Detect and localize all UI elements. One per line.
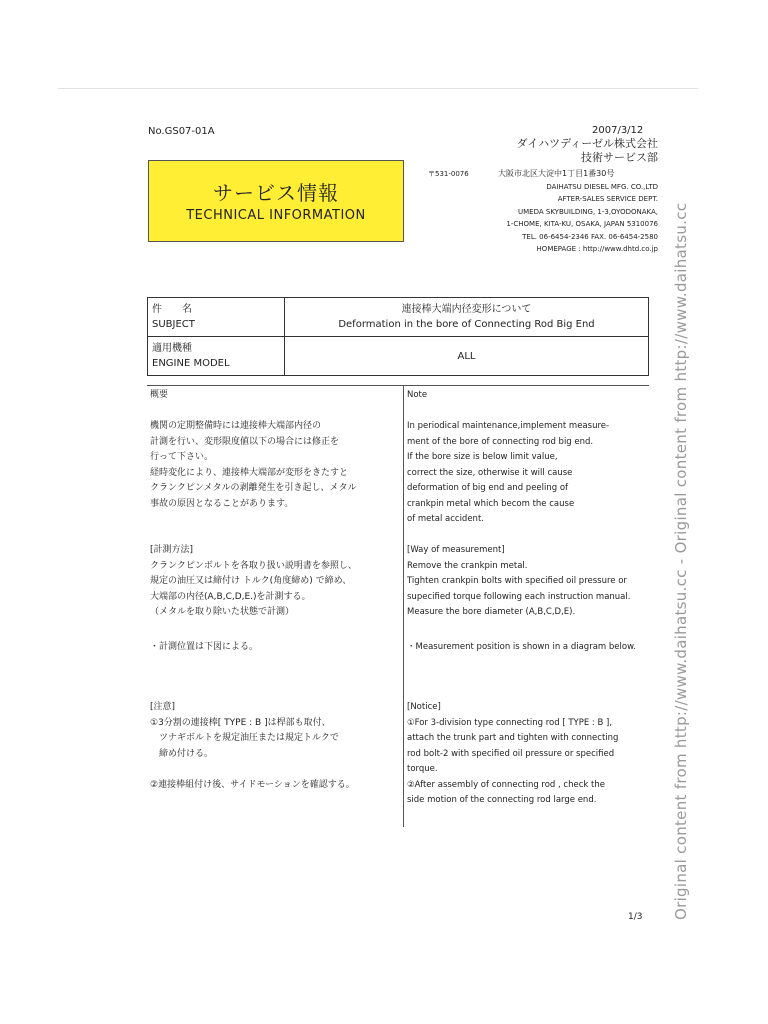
engine-model-row [148,337,649,376]
jp-measurement [150,543,400,621]
jp-overview-line: 計測を行い、変形限度値以下の場合には修正を [150,436,340,447]
en-measure-line: supecified torque following each instruction manual. [407,591,631,602]
en-notice-line: ②After assembly of connecting rod , check the [407,779,605,790]
en-notice-line: ①For 3-division type connecting rod [ TYPE : B ], [407,717,613,728]
engine-model-label-jp: 適用機種 [152,343,192,354]
en-overview-line: correct the size, otherwise it will cause [407,467,573,478]
en-heading: Note [407,390,428,400]
title-en: TECHNICAL INFORMATION [186,208,366,223]
jp-notice-line [150,762,400,778]
column-divider [403,385,404,827]
subject-label-en: SUBJECT [152,319,195,330]
en-notice-line: [Notice] [407,702,441,712]
subject-value [285,298,649,337]
watermark-text: Original content from http://www.daihatsu.cc - Original content from http://www.daihatsu.cc [672,202,690,920]
engine-model-label [148,337,285,376]
subject-jp: 連接棒大端内径変形について [401,304,532,315]
jp-measure-line: 規定の油圧又は締付け トルク(角度締め) で締め、 [150,576,352,586]
engine-model-value: ALL [285,337,649,376]
subject-label [148,298,285,337]
jp-notice-line: ツナギボルトを規定油圧または規定トルクで [150,733,339,743]
en-overview-line: deformation of big end and peeling of [407,483,569,493]
jp-overview [150,419,400,512]
jp-notice-line: 締め付ける。 [150,748,214,759]
en-measure-line: Measure the bore diameter (A,B,C,D,E). [407,607,576,617]
en-overview [407,419,652,528]
en-measurement [407,543,652,621]
document-number: No.GS07-01A [148,126,215,137]
subject-en: Deformation in the bore of Connecting Rod Big End [338,319,595,330]
en-notice [407,700,652,809]
jp-heading: 概要 [150,390,169,400]
subject-label-jp: 件 名 [152,304,192,315]
en-overview-line: of metal accident. [407,514,484,524]
en-overview-line: If the bore size is below limit value, [407,452,558,462]
page-number: 1/3 [628,912,643,922]
en-measure-line: Remove the crankpin metal. [407,560,528,571]
tel-fax: TEL. 06-6454-2346 FAX. 06-6454-2580 [522,232,658,241]
jp-measure-line: [計測方法] [150,545,194,555]
en-overview-line: In periodical maintenance,implement measure- [407,421,610,431]
technical-information-box [148,160,404,242]
en-notice-line: attach the trunk part and tighten with connecting [407,733,619,743]
address-block [428,168,658,256]
company-block [517,137,658,165]
jp-overview-line: クランクピンメタルの剥離発生を引き起し、メタル [150,483,357,493]
jp-notice [150,700,400,793]
en-notice-line: rod bolt-2 with specified oil pressure or specified [407,748,615,759]
page-top-rule [58,88,698,89]
jp-overview-line: 行って下さい。 [150,452,214,462]
en-notice-line: torque. [407,764,438,774]
en-overview-line: crankpin metal which becom the cause [407,498,575,509]
address-en-2: 1-CHOME, KITA-KU, OSAKA, JAPAN 5310076 [506,220,658,228]
address-en-1: UMEDA SKYBUILDING, 1-3,OYODONAKA, [518,207,658,216]
subject-table [147,297,649,376]
jp-overview-line: 機関の定期整備時には連接棒大端部内径の [150,421,322,431]
engine-model-label-en: ENGINE MODEL [152,358,230,369]
address-jp-row [428,168,658,181]
document-date: 2007/3/12 [592,125,644,136]
department-jp: 技術サービス部 [581,151,658,164]
postal-code: 〒531-0076 [428,170,469,178]
en-overview-line: ment of the bore of connecting rod big end. [407,436,594,447]
jp-measure-line: 大端部の内径(A,B,C,D,E.)を計測する。 [150,591,311,602]
company-name-en: DAIHATSU DIESEL MFG. CO.,LTD [546,182,658,191]
jp-overview-line: 事故の原因となることがあります。 [150,498,294,509]
en-notice-line: side motion of the connecting rod large end. [407,795,597,805]
jp-notice-line: ①3分割の連接棒[ TYPE : B ]は桿部も取付、 [150,717,331,728]
address-jp: 大阪市北区大淀中1丁目1番30号 [498,169,615,178]
jp-measure-line: （メタルを取り除いた状態で計測） [150,607,295,617]
jp-notice-line: ②連接棒組付け後、サイドモーションを確認する。 [150,779,355,790]
column-top-rule [147,385,649,386]
homepage-link[interactable]: HOMEPAGE : http://www.dhtd.co.jp [536,245,658,253]
title-jp: サービス情報 [213,181,339,205]
subject-row [148,298,649,337]
en-measure-line: [Way of measurement] [407,545,505,555]
en-measure-line: Tighten crankpin bolts with specified oil pressure or [407,576,627,586]
jp-measure-line: クランクピンボルトを各取り扱い説明書を参照し、 [150,560,357,571]
en-position-note: ・Measurement position is shown in a diagram below. [407,642,636,652]
department-en: AFTER-SALES SERVICE DEPT. [557,195,658,203]
jp-overview-line: 経時変化により、連接棒大端部が変形をきたすと [150,467,349,478]
jp-notice-line: [注意] [150,702,176,712]
jp-position-note: ・計測位置は下図による。 [150,642,259,652]
company-name-jp: ダイハツディーゼル株式会社 [516,137,658,150]
